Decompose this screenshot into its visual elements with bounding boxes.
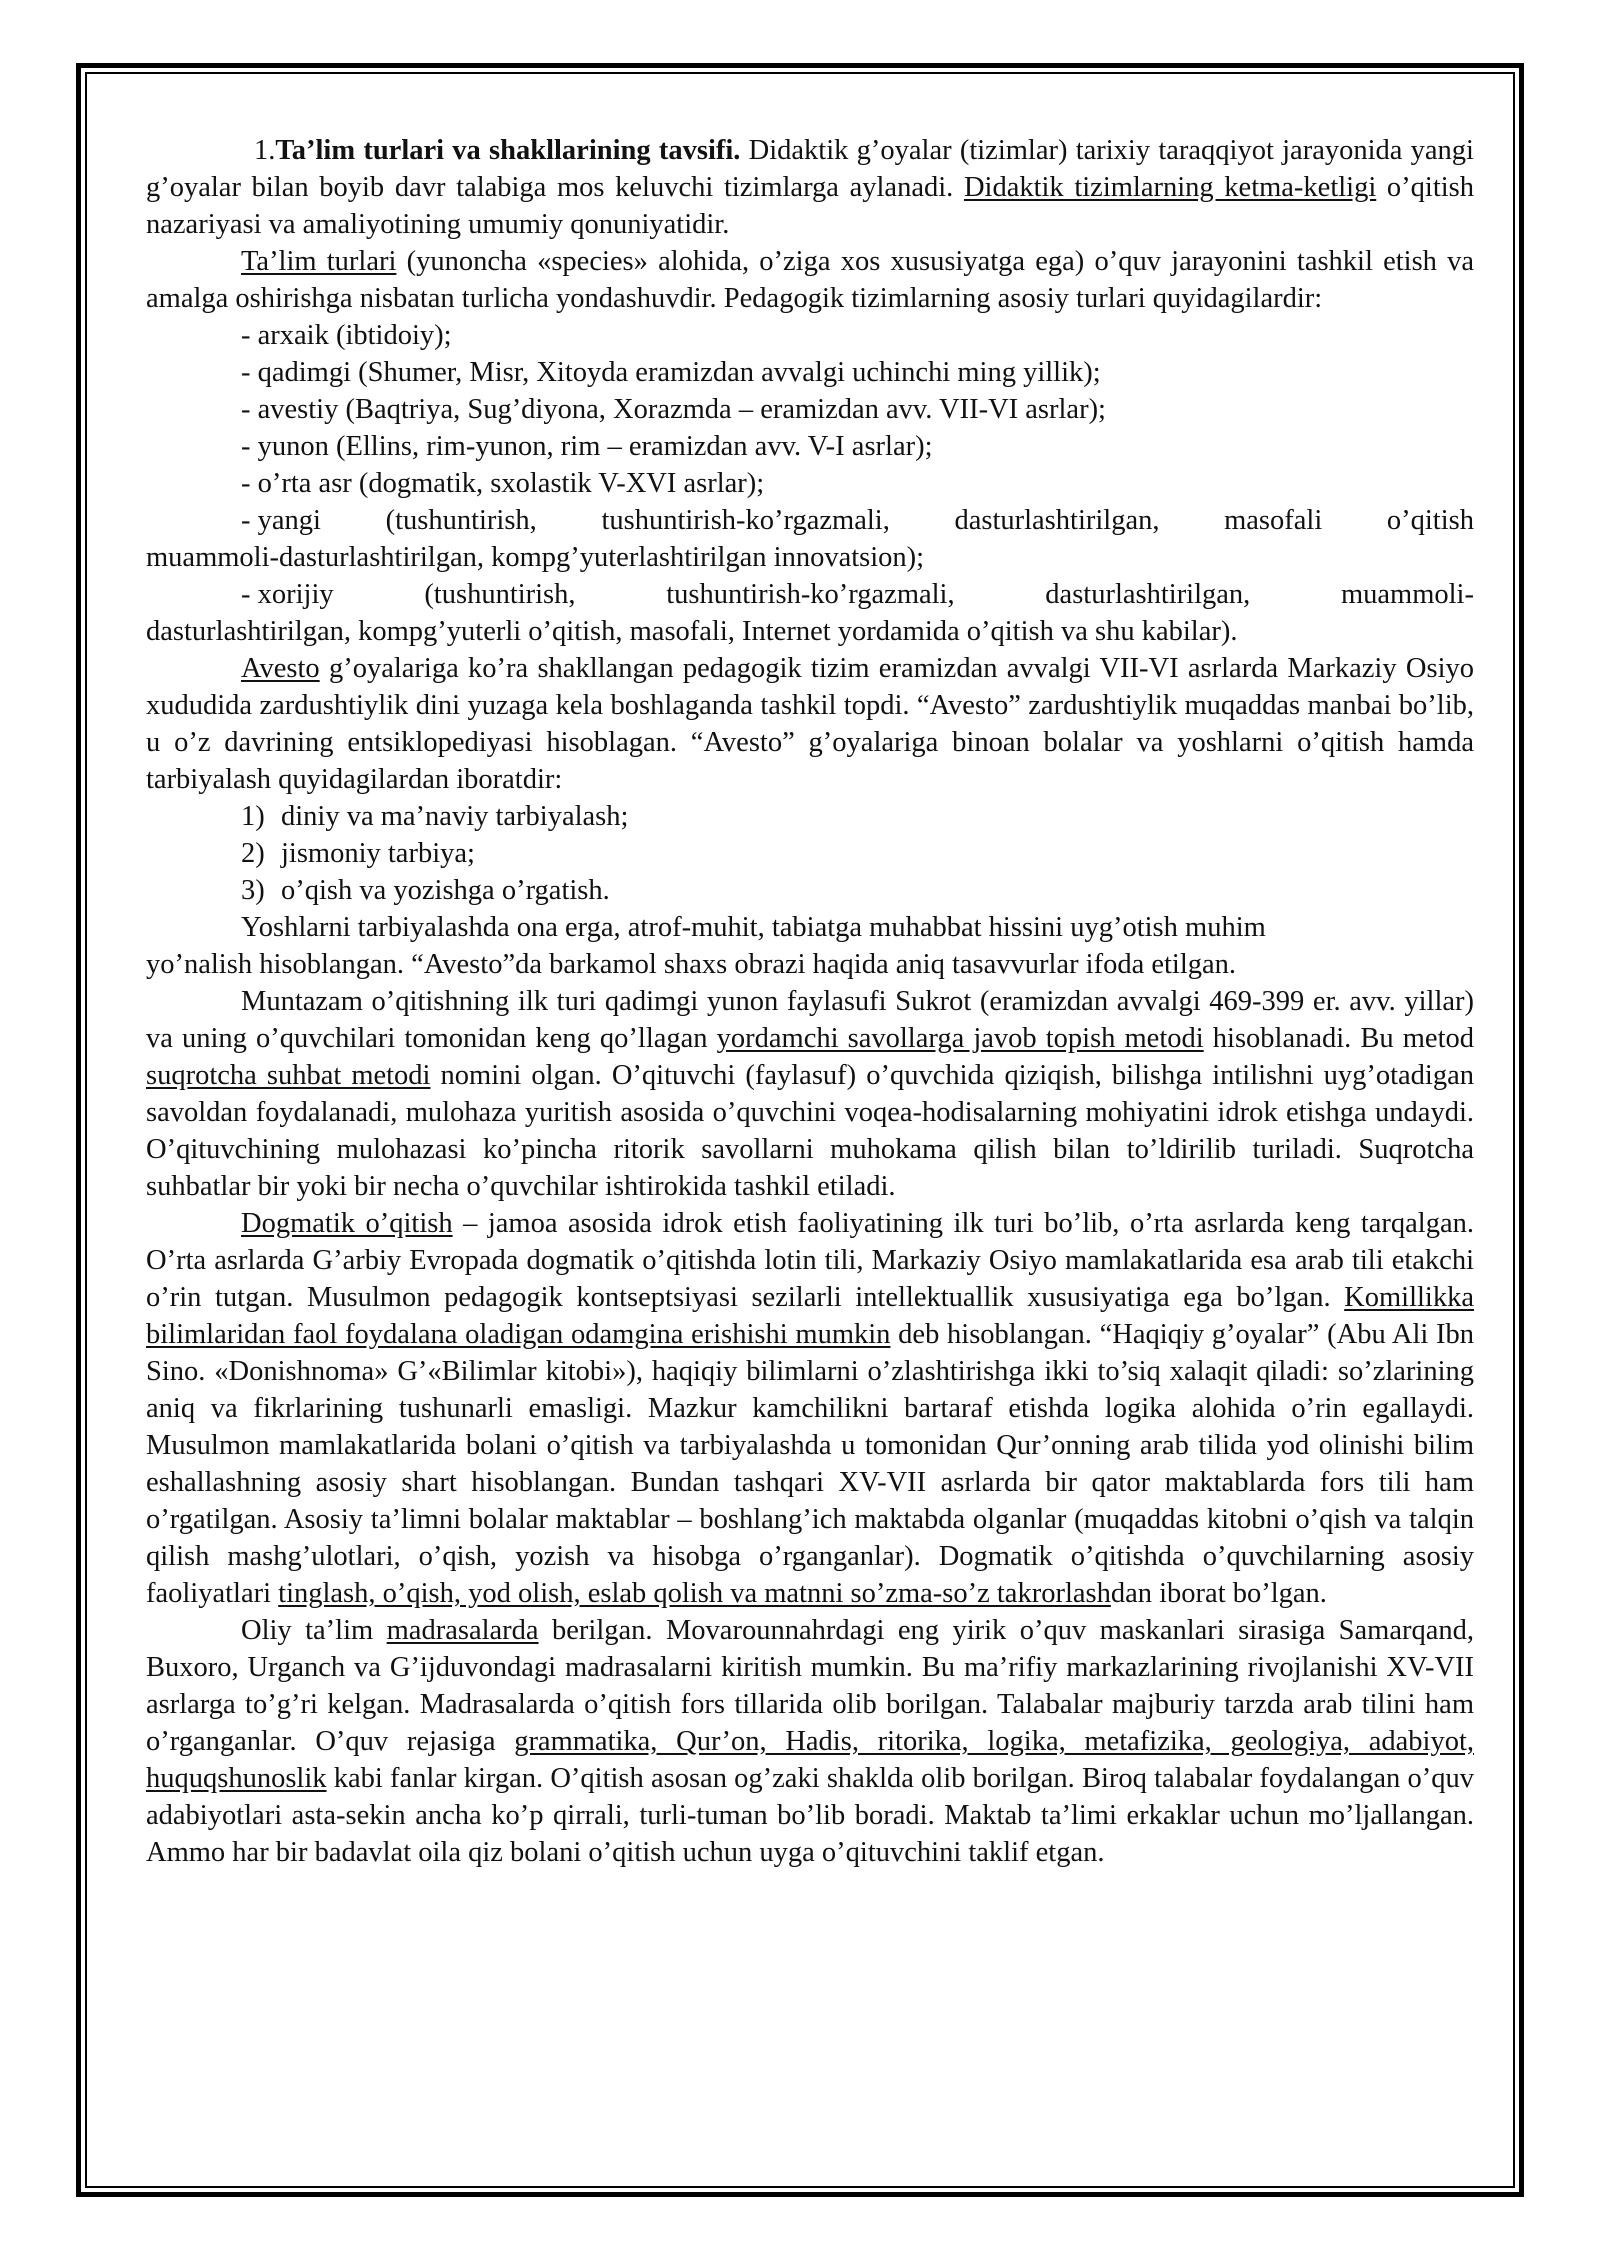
underlined-phrase: madrasalarda: [386, 1615, 539, 1646]
paragraph-5: Muntazam o’qitishning ilk turi qadimgi yunon faylasufi Sukrot (eramizdan avvalgi 469-399 er. avv. yillar) va uning o’quvchilari tomonidan keng qo’llagan yordamchi savollarga javob topish metodi hisoblanadi. Bu metod suqrotcha suhbat metodi nomini olgan. O’qituvchi (faylasuf) o’quvchida qiziqish, bilishga intilishni uyg’otadigan savoldan foydalanadi, mulohaza yuritish asosida o’quvchini voqea-hodisalarning mohiyatini idrok etishga undaydi. O’qituvchining mulohazasi ko’pincha ritorik savollarni muhokama qilish bilan to’ldirilib turiladi. Suqrotcha suhbatlar bir yoki bir necha o’quvchilar ishtirokida tashkil etiladi.: [146, 986, 1474, 1202]
paragraph-2: [146, 243, 1474, 317]
paragraph-4: Yoshlarni tarbiyalashda ona erga, atrof-muhit, tabiatga muhabbat hissini uyg’otish muhim yo’nalish hisoblangan. “Avesto”da barkamol shaxs obrazi haqida aniq tasavvurlar ifoda etilgan.: [146, 912, 1266, 980]
paragraph-6: Dogmatik o’qitish – jamoa asosida idrok etish faoliyatining ilk turi bo’lib, o’rta asrlarda keng tarqalgan. O’rta asrlarda G’arbiy Evropada dogmatik o’qitishda lotin tili, Markaziy Osiyo mamlakatlarida esa arab tili etakchi o’rin tutgan. Musulmon pedagogik kontseptsiyasi sezilarli intellektuallik xususiyatiga ega bo’lgan. Komillikka bilimlaridan faol foydalana oladigan odamgina erishishi mumkin deb hisoblangan. “Haqiqiy g’oyalar” (Abu Ali Ibn Sino. «Donishnoma» G’«Bilimlar kitobi»), haqiqiy bilimlarni o’zlashtirishga ikki to’siq xalaqit qiladi: so’zlarining aniq va fikrlarining tushunarli emasligi. Mazkur kamchilikni bartaraf etishda logika alohida o’rin egallaydi. Musulmon mamlakatlarida bolani o’qitish va tarbiyalashda u tomonidan Qur’onning arab tilida yod olinishi bilim eshallashning asosiy shart hisoblangan. Bundan tashqari XV-VII asrlarda bir qator maktablarda fors tili ham o’rgatilgan. Asosiy ta’limni bolalar maktablar – boshlang’ich maktabda olganlar (muqaddas kitobni o’qish va talqin qilish mashg’ulotlari, o’qish, yozish va hisobga o’rganganlar). Dogmatik o’qitishda o’quvchilarning asosiy faoliyatlari tinglash, o’qish, yod olish, eslab qolish va matnni so’zma-so’z takrorlashdan iborat bo’lgan.: [146, 1208, 1475, 1609]
underlined-phrase: yordamchi savollarga javob topish metodi: [716, 1023, 1204, 1054]
paragraph-1: [146, 132, 1474, 243]
list-item: - qadimgi (Shumer, Misr, Xitoyda eramizdan avvalgi uchinchi ming yillik);: [241, 357, 1101, 388]
list-item: - o’rta asr (dogmatik, sxolastik V-XVI asrlar);: [241, 468, 765, 499]
list-item: - arxaik (ibtidoiy);: [241, 320, 452, 351]
underlined-phrase: Dogmatik o’qitish: [241, 1208, 453, 1239]
paragraph-3-text: g’oyalariga ko’ra shakllangan pedagogik tizim eramizdan avvalgi VII-VI asrlarda Markaziy Osiyo xududida zardushtiylik dini yuzaga kela boshlaganda tashkil topdi. “Avesto” zardushtiylik muqaddas manbai bo’lib, u o’z davrining entsiklopediyasi hisoblagan. “Avesto” g’oyalariga binoan bolalar va yoshlarni o’qitish hamda tarbiyalash quyidagilardan iboratdir:: [146, 653, 1474, 795]
list-item: 3) o’qish va yozishga o’rgatish.: [241, 875, 610, 906]
underlined-phrase: suqrotcha suhbat metodi: [146, 1060, 431, 1091]
underlined-phrase: grammatika, Qur’on, Hadis, ritorika, logika, metafizika, geologiya, adabiyot, huquqshunoslik: [146, 1726, 1474, 1794]
list-item-yangi: - yangi (tushuntirish, tushuntirish-ko’rgazmali, dasturlashtirilgan, masofali o’qitish muammoli-dasturlashtirilgan, kompg’yuterlashtirilgan innovatsion);: [146, 505, 1474, 573]
list-item-xorijiy: - xorijiy (tushuntirish, tushuntirish-ko’rgazmali, dasturlashtirilgan, muammoli- dasturlashtirilgan, kompg’yuterli o’qitish, masofali, Internet yordamida o’qitish va shu kabilar).: [146, 579, 1474, 647]
paragraph-3: [146, 650, 1474, 798]
dash-list: [146, 317, 1474, 502]
underlined-phrase: Komillikka bilimlaridan faol foydalana oladigan odamgina erishishi mumkin: [146, 1282, 1474, 1350]
underlined-phrase: Ta’lim turlari: [241, 246, 397, 277]
list-item: - yunon (Ellins, rim-yunon, rim – eramizdan avv. V-I asrlar);: [241, 431, 933, 462]
list-item: 2) jismoniy tarbiya;: [241, 838, 475, 869]
paragraph-7: Oliy ta’lim madrasalarda berilgan. Movarounnahrdagi eng yirik o’quv maskanlari sirasiga Samarqand, Buxoro, Urganch va G’ijduvondagi madrasalarni kiritish mumkin. Bu ma’rifiy markazlarining rivojlanishi XV-VII asrlarga to’g’ri kelgan. Madrasalarda o’qitish fors tillarida olib borilgan. Talabalar majburiy tarzda arab tilini ham o’rganganlar. O’quv rejasiga grammatika, Qur’on, Hadis, ritorika, logika, metafizika, geologiya, adabiyot, huquqshunoslik kabi fanlar kirgan. O’qitish asosan og’zaki shaklda olib borilgan. Biroq talabalar foydalangan o’quv adabiyotlari asta-sekin ancha ko’p qirrali, turli-tuman bo’lib boradi. Maktab ta’limi erkaklar uchun mo’ljallangan. Ammo har bir badavlat oila qiz bolani o’qitish uchun uyga o’qituvchini taklif etgan.: [146, 1615, 1474, 1868]
list-item: - avestiy (Baqtriya, Sug’diyona, Xorazmda – eramizdan avv. VII-VI asrlar);: [241, 394, 1106, 425]
paragraph-1-text-b: o’qitish nazariyasi va amaliyotining umumiy qonuniyatidir.: [146, 172, 1474, 240]
document-body: [146, 132, 1474, 1871]
underlined-phrase: Didaktik tizimlarning ketma-ketligi: [963, 172, 1377, 203]
list-item: 1) diniy va ma’naviy tarbiyalash;: [241, 801, 629, 832]
numbered-list: [146, 798, 1474, 909]
underlined-phrase: tinglash, o’qish, yod olish, eslab qolish va matnni so’zma-so’z takrorlash: [278, 1578, 1111, 1609]
underlined-phrase: Avesto: [241, 653, 320, 684]
section-number: 1.: [254, 135, 276, 166]
paragraph-2-text: (yunoncha «species» alohida, o’ziga xos xususiyatga ega) o’quv jarayonini tashkil etish va amalga oshirishga nisbatan turlicha yondashuvdir. Pedagogik tizimlarning asosiy turlari quyidagilardir:: [146, 246, 1475, 314]
section-title: Ta’lim turlari va shakllarining tavsifi.: [275, 135, 741, 166]
paragraph-1-text-a: Didaktik g’oyalar (tizimlar) tarixiy taraqqiyot jarayonida yangi g’oyalar bilan boyib davr talabiga mos keluvchi tizimlarga aylanadi.: [146, 135, 1474, 203]
